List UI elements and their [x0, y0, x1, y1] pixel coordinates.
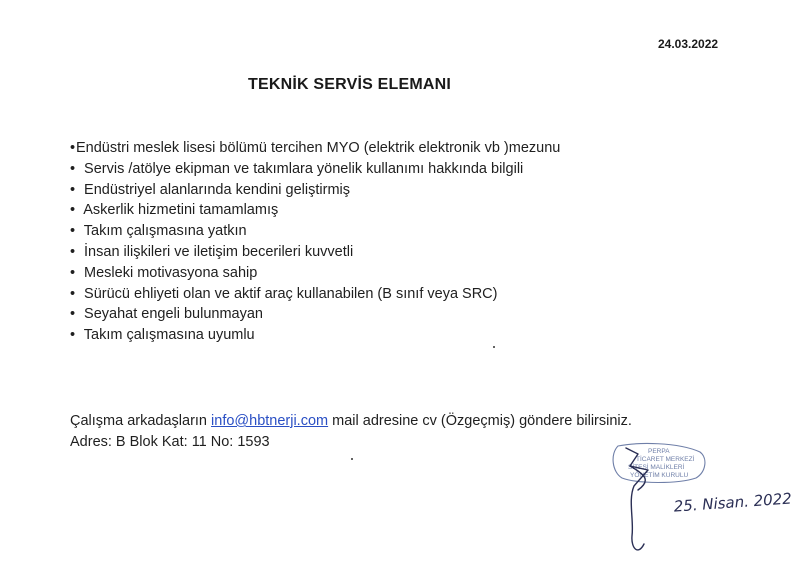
- requirement-text: Takım çalışmasına yatkın: [83, 223, 247, 240]
- handwritten-date: [672, 481, 800, 521]
- requirement-text: Takım çalışmasına uyumlu: [83, 327, 255, 344]
- bullet-icon: •: [70, 160, 76, 177]
- list-item: [70, 200, 560, 221]
- svg-text:YÖNETİM KURULU: YÖNETİM KURULU: [630, 472, 689, 479]
- handwritten-date-text: 25. Nisan. 2022: [673, 489, 793, 516]
- list-item: [70, 242, 560, 263]
- list-item: [70, 325, 560, 346]
- list-item: [70, 284, 560, 305]
- requirement-text: Askerlik hizmetini tamamlamış: [83, 202, 279, 219]
- bullet-icon: •: [70, 264, 76, 281]
- list-item: [70, 304, 560, 325]
- page-title: TEKNİK SERVİS ELEMANI: [248, 76, 452, 93]
- contact-prefix: Çalışma arkadaşların: [70, 413, 212, 429]
- scan-speck: [493, 346, 495, 348]
- contact-block: [70, 411, 632, 453]
- list-item: [70, 180, 560, 201]
- document-date: 24.03.2022: [658, 37, 719, 51]
- svg-text:TİCARET MERKEZİ: TİCARET MERKEZİ: [636, 456, 695, 463]
- list-item: [70, 263, 560, 284]
- bullet-icon: •: [70, 243, 76, 260]
- requirement-text: Mesleki motivasyona sahip: [84, 264, 258, 281]
- requirement-text: Sürücü ehliyeti olan ve aktif araç kullanabilen (B sınıf veya SRC): [84, 285, 498, 302]
- svg-text:PERPA: PERPA: [648, 448, 670, 455]
- contact-line: [70, 411, 632, 432]
- requirement-text: Endüstriyel alanlarında kendini geliştirmiş: [84, 181, 350, 198]
- bullet-icon: •: [70, 140, 76, 156]
- email-link[interactable]: info@hbtnerji.com: [211, 413, 329, 429]
- bullet-icon: •: [70, 306, 76, 323]
- scan-speck: [351, 458, 353, 460]
- contact-suffix: mail adresine cv (Özgeçmiş) göndere bilirsiniz.: [328, 413, 632, 429]
- address-line: Adres: B Blok Kat: 11 No: 1593: [70, 434, 270, 450]
- list-item: [70, 138, 560, 159]
- bullet-icon: •: [70, 181, 76, 198]
- bullet-icon: •: [70, 223, 76, 240]
- requirement-text: Servis /atölye ekipman ve takımlara yönelik kullanımı hakkında bilgili: [84, 160, 524, 177]
- requirement-text: Seyahat engeli bulunmayan: [84, 306, 263, 323]
- list-item: [70, 221, 560, 242]
- requirements-list: [70, 138, 560, 346]
- list-item: [70, 159, 560, 180]
- requirement-text: İnsan ilişkileri ve iletişim becerileri kuvvetli: [84, 243, 354, 260]
- bullet-icon: •: [70, 285, 76, 302]
- bullet-icon: •: [70, 202, 76, 219]
- requirement-text: Endüstri meslek lisesi bölümü tercihen MYO (elektrik elektronik vb )mezunu: [76, 140, 561, 156]
- svg-text:SİTESİ MALİKLERİ: SİTESİ MALİKLERİ: [628, 464, 685, 471]
- bullet-icon: •: [70, 327, 76, 344]
